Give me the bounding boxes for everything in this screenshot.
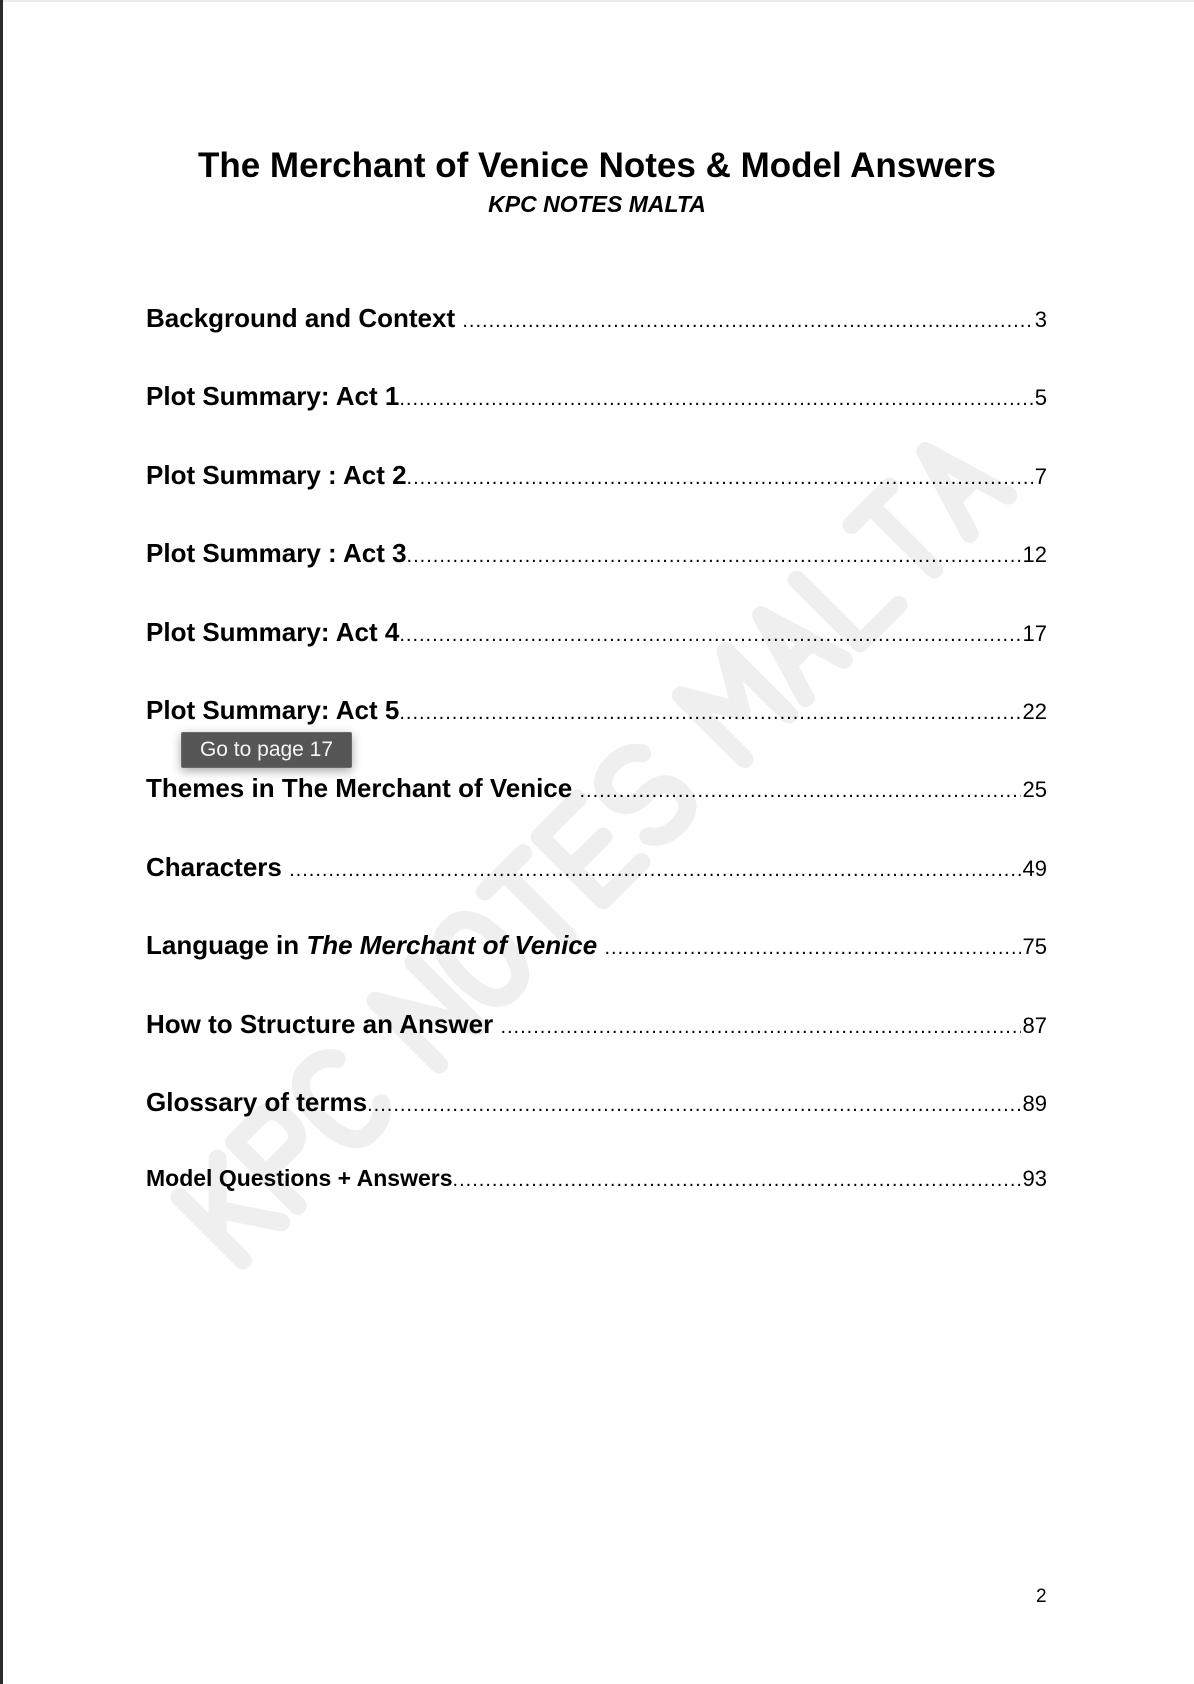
toc-label: Plot Summary: Act 4 — [146, 616, 400, 647]
link-tooltip: Go to page 17 — [181, 732, 352, 768]
page-top-edge — [3, 0, 1194, 2]
toc-page: 7 — [1034, 463, 1047, 489]
toc-entry-act4[interactable] — [146, 617, 1047, 695]
document-title: The Merchant of Venice Notes & Model Answers — [197, 146, 997, 185]
toc-label: Themes in The Merchant of Venice — [146, 773, 573, 804]
toc-page: 75 — [1022, 934, 1047, 960]
toc-label: Plot Summary: Act 5 — [146, 694, 400, 725]
toc-label-prefix: Language in — [146, 930, 307, 961]
toc-page: 93 — [1022, 1166, 1047, 1192]
window-edge — [0, 0, 3, 1684]
toc-entry-language[interactable] — [146, 930, 1047, 1008]
toc-entry-themes[interactable] — [146, 773, 1047, 851]
toc-page: 25 — [1022, 777, 1047, 803]
toc-label: Plot Summary : Act 2 — [146, 459, 407, 490]
toc-label: Glossary of terms — [146, 1086, 368, 1117]
page-number: 2 — [1036, 1586, 1047, 1607]
toc-page: 89 — [1022, 1090, 1047, 1116]
toc-label — [146, 930, 597, 961]
toc-label: How to Structure an Answer — [146, 1008, 494, 1039]
toc-page: 22 — [1022, 698, 1047, 724]
toc-entry-glossary[interactable] — [146, 1087, 1047, 1165]
toc-leader — [500, 1016, 1020, 1039]
toc-leader — [579, 780, 1020, 803]
toc-label: Model Questions + Answers — [146, 1165, 453, 1192]
toc-leader — [407, 545, 1021, 568]
toc-leader — [604, 937, 1020, 960]
document-subtitle: KPC NOTES MALTA — [488, 191, 706, 217]
toc-leader — [289, 859, 1020, 882]
toc-entry-act3[interactable] — [146, 538, 1047, 616]
toc-leader — [407, 467, 1033, 490]
toc-label: Background and Context — [146, 303, 456, 333]
toc-page: 87 — [1022, 1012, 1047, 1038]
toc-entry-background[interactable] — [146, 303, 1047, 381]
toc-entry-structure[interactable] — [146, 1009, 1047, 1087]
toc-leader — [462, 310, 1032, 333]
toc-page: 49 — [1022, 855, 1047, 881]
toc-leader — [453, 1169, 1021, 1192]
toc-page: 3 — [1034, 307, 1047, 332]
toc-label: Characters — [146, 851, 282, 882]
toc-label: Plot Summary: Act 1 — [146, 381, 400, 412]
toc-leader — [399, 702, 1020, 725]
toc-page: 12 — [1022, 542, 1047, 568]
toc-entry-act2[interactable] — [146, 460, 1047, 538]
toc-label-italic: The Merchant of Venice — [306, 930, 598, 961]
toc-leader — [399, 388, 1032, 411]
toc-entry-act1[interactable] — [146, 381, 1047, 459]
toc-entry-characters[interactable] — [146, 852, 1047, 930]
toc-leader — [367, 1094, 1020, 1117]
toc-leader — [399, 624, 1020, 647]
toc-label: Plot Summary : Act 3 — [146, 538, 407, 569]
toc-entry-model-answers[interactable] — [146, 1165, 1047, 1243]
toc-page: 17 — [1022, 620, 1047, 646]
toc-page: 5 — [1034, 385, 1047, 411]
table-of-contents — [146, 303, 1047, 1244]
